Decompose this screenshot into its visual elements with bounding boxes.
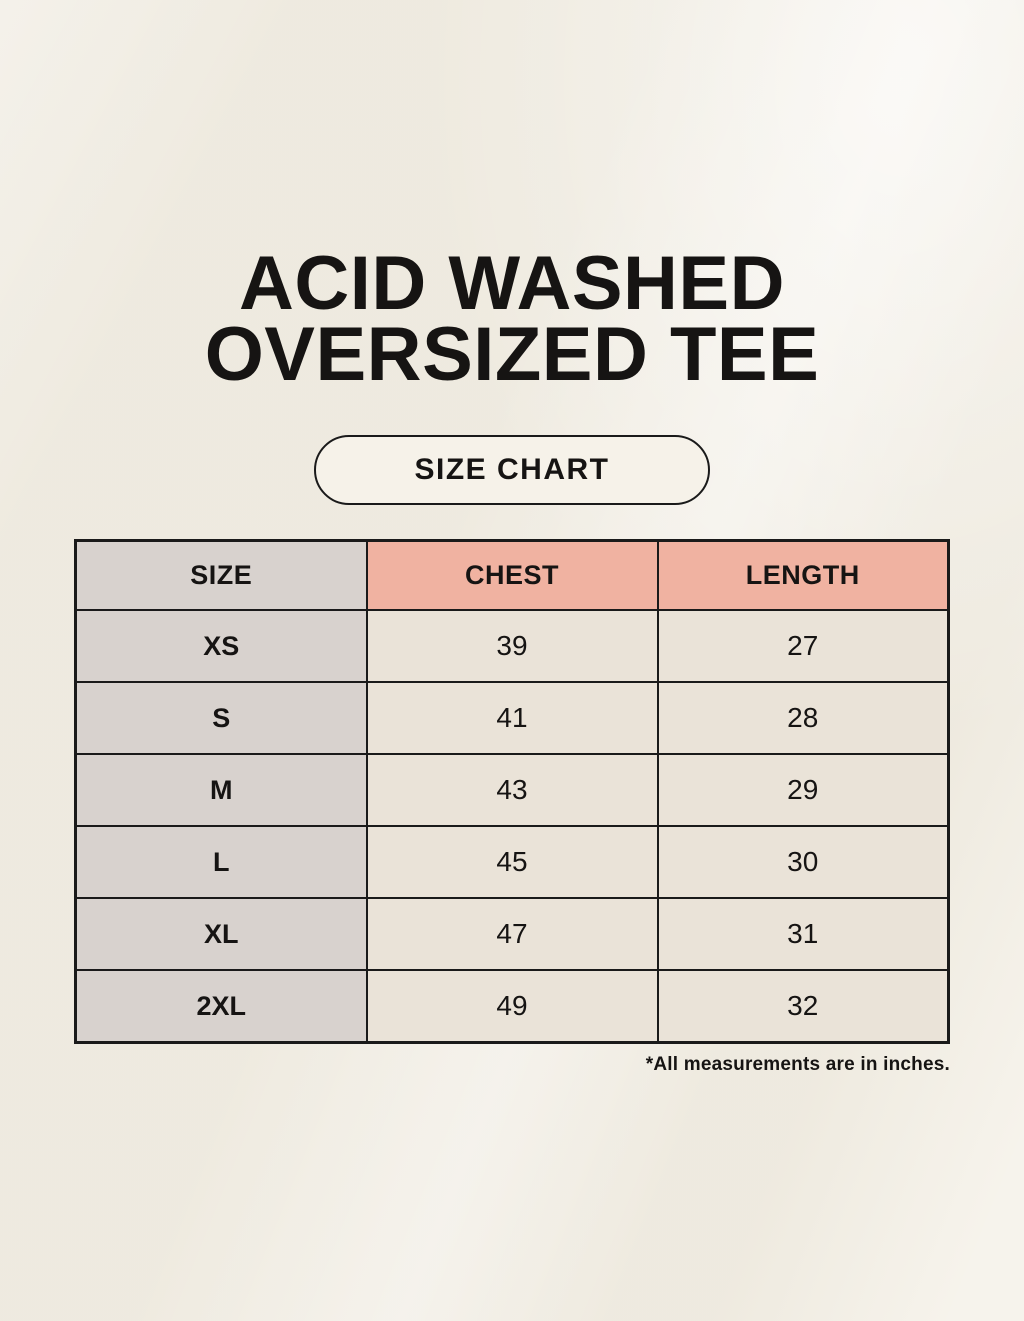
size-label: L <box>76 826 367 898</box>
table-row <box>76 826 949 898</box>
chest-value: 49 <box>367 970 658 1042</box>
length-value: 28 <box>658 682 949 754</box>
size-label: M <box>76 754 367 826</box>
table-row <box>76 682 949 754</box>
chest-value: 47 <box>367 898 658 970</box>
column-header-length: LENGTH <box>658 540 949 610</box>
size-chart-badge-label: SIZE CHART <box>414 452 610 486</box>
length-value: 32 <box>658 970 949 1042</box>
size-table <box>74 539 950 1044</box>
size-chart-badge[interactable] <box>314 435 710 505</box>
table-header-row <box>76 540 949 610</box>
size-label: XS <box>76 610 367 682</box>
size-label: 2XL <box>76 970 367 1042</box>
chest-value: 41 <box>367 682 658 754</box>
length-value: 30 <box>658 826 949 898</box>
column-header-chest: CHEST <box>367 540 658 610</box>
chest-value: 45 <box>367 826 658 898</box>
length-value: 29 <box>658 754 949 826</box>
table-row <box>76 754 949 826</box>
length-value: 31 <box>658 898 949 970</box>
table-row <box>76 898 949 970</box>
size-label: S <box>76 682 367 754</box>
length-value: 27 <box>658 610 949 682</box>
product-title-line2: OVERSIZED TEE <box>204 312 820 398</box>
chest-value: 43 <box>367 754 658 826</box>
size-label: XL <box>76 898 367 970</box>
product-title <box>0 0 1024 398</box>
size-table-container <box>74 539 950 1044</box>
column-header-size: SIZE <box>76 540 367 610</box>
table-row <box>76 610 949 682</box>
measurements-footnote: *All measurements are in inches. <box>645 1053 950 1075</box>
table-row <box>76 970 949 1042</box>
product-title-line1: ACID WASHED <box>239 241 785 326</box>
chest-value: 39 <box>367 610 658 682</box>
